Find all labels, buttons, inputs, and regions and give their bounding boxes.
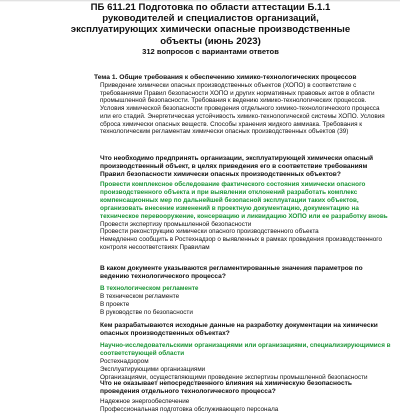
answer-option: Немедленно сообщить в Ростехнадзор о выявленных в рамках проведения производственного контроля несоответствиях Правилам (100, 236, 382, 252)
answer-option: Провести реконструкцию химически опасного производственного объекта (100, 228, 319, 236)
answer-option: В руководстве по безопасности (100, 308, 193, 316)
question-1: Что необходимо предпринять организации, эксплуатирующей химически опасный производственный объект, в целях приведения его в соответствие требованиям Правил безопасности химически опасных производственных объектов? (100, 155, 374, 178)
answer-option: В проекте (100, 300, 130, 308)
answer-option: В техническом регламенте (100, 292, 180, 300)
answer-option: Ростехнадзором (100, 357, 149, 365)
question-4: Что не оказывает непосредственного влияния на химическую безопасность проведения отдельного технологического процесса? (100, 380, 352, 395)
answer-correct: Провести комплексное обследование фактического состояния химически опасного производственного объекта и при выявлении отклонений разработать комплекс компенсационных мер по дальнейшей безопасной эксплуатации таких объектов, организовать внесение изменений в проектную документацию, документацию на техническое перевооружение, консервацию и ликвидацию ХОПО или ее разработку вновь (100, 181, 388, 220)
answer-list-2 (100, 285, 392, 317)
answer-correct: В технологическом регламенте (100, 285, 199, 292)
question-3: Кем разрабатываются исходные данные на разработку документации на химически опасных производственных объектах? (100, 322, 378, 337)
topic-description: Приведение химически опасных производственных объектов (ХОПО) в соответствие с требованиями Правил безопасности ХОПО и других нормативных правовых актов в области промышленной безопасности. Требования к ведению химико-технологических процессов. Условия химической безопасности проведения отдельного химико-технологического процесса или его стадий. Энергетическая устойчивость химико-технологической системы ХОПО. Условия сброса химически опасных веществ. Способы хранения жидкого аммиака. Требования к технологическим регламентам химически опасных производственных объектов (39) (100, 82, 385, 136)
document-title: ПБ 611.21 Подготовка по области аттестации Б.1.1 руководителей и специалистов организаций, эксплуатирующих химически опасные производственные объекты (июнь 2023) (70, 2, 351, 47)
answer-option: Профессиональная подготовка обслуживающего персонала (100, 405, 279, 413)
answer-option: Эксплуатирующими организациями (100, 365, 206, 373)
answer-correct: Научно-исследовательскими организациями или организациями, специализирующимися в соответствующей области (100, 342, 391, 357)
answer-option: Организациями, осуществляющими проведение экспертизы промышленной безопасности (100, 373, 368, 381)
answer-list-1 (100, 181, 392, 252)
topic-heading: Тема 1. Общие требования к обеспечению химико-технологических процессов (94, 74, 357, 81)
question-count-subtitle: 312 вопросов с вариантами ответов (142, 47, 279, 56)
answer-list-4 (100, 398, 392, 414)
answer-option: Провести экспертизу промышленной безопасности (100, 220, 252, 228)
question-2: В каком документе указываются регламентированные значения параметров по ведению технологического процесса? (100, 265, 363, 280)
answer-list-3 (100, 342, 392, 382)
answer-option: Надежное энергообеспечение (100, 398, 190, 405)
